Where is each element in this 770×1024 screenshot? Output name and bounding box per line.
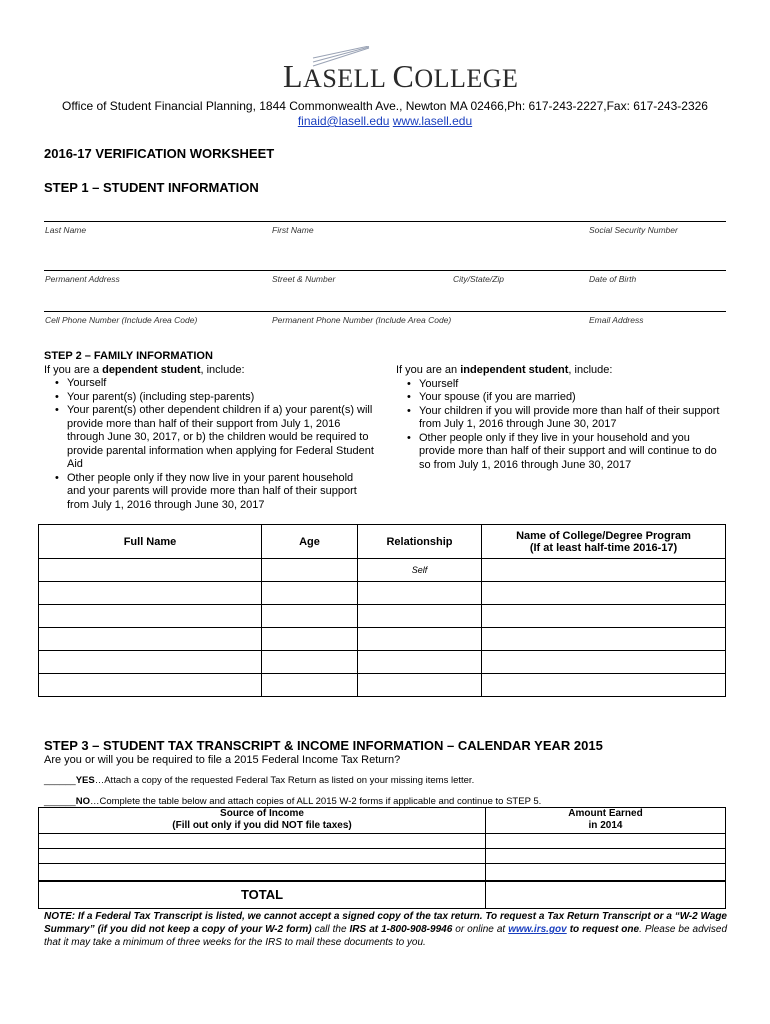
- worksheet-title: 2016-17 VERIFICATION WORKSHEET: [44, 146, 275, 161]
- field-ssn[interactable]: Social Security Number: [589, 225, 678, 235]
- independent-section: [396, 364, 721, 472]
- list-item: • Your parent(s) other dependent children if a) your parent(s) will provide more than half of their support from July 1, 2016 through June 30, 2017, or b) the children would be required to provide parental information when applying for Federal Student Aid: [67, 404, 374, 472]
- table-row[interactable]: [39, 674, 726, 697]
- table-row[interactable]: [39, 834, 726, 849]
- table-header-row: [39, 808, 726, 834]
- field-street[interactable]: Street & Number: [272, 274, 336, 284]
- col-college-program: Name of College/Degree Program (If at least half-time 2016-17): [482, 525, 726, 559]
- table-row[interactable]: [39, 582, 726, 605]
- list-item: • Other people only if they live in your household and you provide more than half of their support and will continue to do so from July 1, 2016 through June 30, 2017: [419, 432, 721, 473]
- list-item: • Yourself: [419, 378, 721, 392]
- no-option[interactable]: ______NO…Complete the table below and attach copies of ALL 2015 W-2 forms if applicable and continue to STEP 5.: [44, 796, 542, 807]
- irs-link[interactable]: www.irs.gov: [508, 924, 567, 935]
- note-text: NOTE: If a Federal Tax Transcript is listed, we cannot accept a signed copy of the tax return. To request a Tax Return Transcript or a “W-2 Wage Summary” (if you did not keep a copy of your W-2 form) call the IRS at 1-800-908-9946 or online at www.irs.gov to request one. Please be advised that it may take a minimum of three weeks for the IRS to mail these documents to you.: [44, 911, 727, 948]
- tax-question: Are you or will you be required to file a 2015 Federal Income Tax Return?: [44, 754, 401, 766]
- divider: [44, 270, 726, 271]
- table-row[interactable]: [39, 605, 726, 628]
- field-cell-phone[interactable]: Cell Phone Number (Include Area Code): [45, 315, 198, 325]
- field-permanent-phone[interactable]: Permanent Phone Number (Include Area Code): [272, 315, 452, 325]
- college-logo: [283, 52, 519, 94]
- logo-text: LASELL COLLEGE: [283, 58, 519, 94]
- list-item: • Your parent(s) (including step-parents): [67, 391, 374, 405]
- list-item: • Your spouse (if you are married): [419, 391, 721, 405]
- total-amount[interactable]: [486, 881, 726, 909]
- table-header-row: [39, 525, 726, 559]
- table-row[interactable]: [39, 628, 726, 651]
- income-table: [38, 807, 726, 909]
- list-item: • Your children if you will provide more than half of their support from July 1, 2016 through June 30, 2017: [419, 405, 721, 432]
- independent-list: [396, 378, 721, 473]
- col-age: Age: [262, 525, 358, 559]
- field-email[interactable]: Email Address: [589, 315, 644, 325]
- col-full-name: Full Name: [39, 525, 262, 559]
- divider: [44, 311, 726, 312]
- dependent-section: [44, 350, 374, 512]
- step3-heading: STEP 3 – STUDENT TAX TRANSCRIPT & INCOME INFORMATION – CALENDAR YEAR 2015: [44, 738, 603, 753]
- email-link[interactable]: finaid@lasell.edu: [297, 114, 390, 128]
- office-address: Office of Student Financial Planning, 1844 Commonwealth Ave., Newton MA 02466,Ph: 617-243-2227,Fax: 617-243-2326: [62, 99, 708, 113]
- step2-heading: STEP 2 – FAMILY INFORMATION: [44, 350, 213, 362]
- col-relationship: Relationship: [358, 525, 482, 559]
- office-info: [0, 99, 770, 129]
- field-date-of-birth[interactable]: Date of Birth: [589, 274, 637, 284]
- family-table: [38, 524, 726, 697]
- independent-intro: If you are an independent student, include:: [396, 364, 613, 376]
- total-label: TOTAL: [39, 881, 486, 909]
- website-link[interactable]: www.lasell.edu: [392, 114, 473, 128]
- divider: [44, 221, 726, 222]
- col-source-of-income: Source of Income (Fill out only if you did NOT file taxes): [39, 808, 486, 834]
- table-row[interactable]: [39, 849, 726, 864]
- total-row: [39, 881, 726, 909]
- col-amount-earned: Amount Earned in 2014: [486, 808, 726, 834]
- dependent-intro: If you are a dependent student, include:: [44, 363, 245, 376]
- list-item: • Other people only if they now live in your parent household and your parents will provide more than half of their support from July 1, 2016 through June 30, 2017: [67, 472, 374, 513]
- field-city-state-zip[interactable]: City/State/Zip: [453, 274, 505, 284]
- field-last-name[interactable]: Last Name: [45, 225, 87, 235]
- list-item: • Yourself: [67, 377, 374, 391]
- relationship-self: Self: [358, 559, 482, 582]
- field-first-name[interactable]: First Name: [272, 225, 314, 235]
- field-permanent-address[interactable]: Permanent Address: [45, 274, 120, 284]
- dependent-list: [44, 377, 374, 512]
- table-row[interactable]: [39, 651, 726, 674]
- step1-heading: STEP 1 – STUDENT INFORMATION: [44, 180, 259, 195]
- table-row[interactable]: [39, 864, 726, 881]
- yes-option[interactable]: ______YES…Attach a copy of the requested Federal Tax Return as listed on your missing items letter.: [44, 775, 475, 786]
- table-row[interactable]: [39, 559, 726, 582]
